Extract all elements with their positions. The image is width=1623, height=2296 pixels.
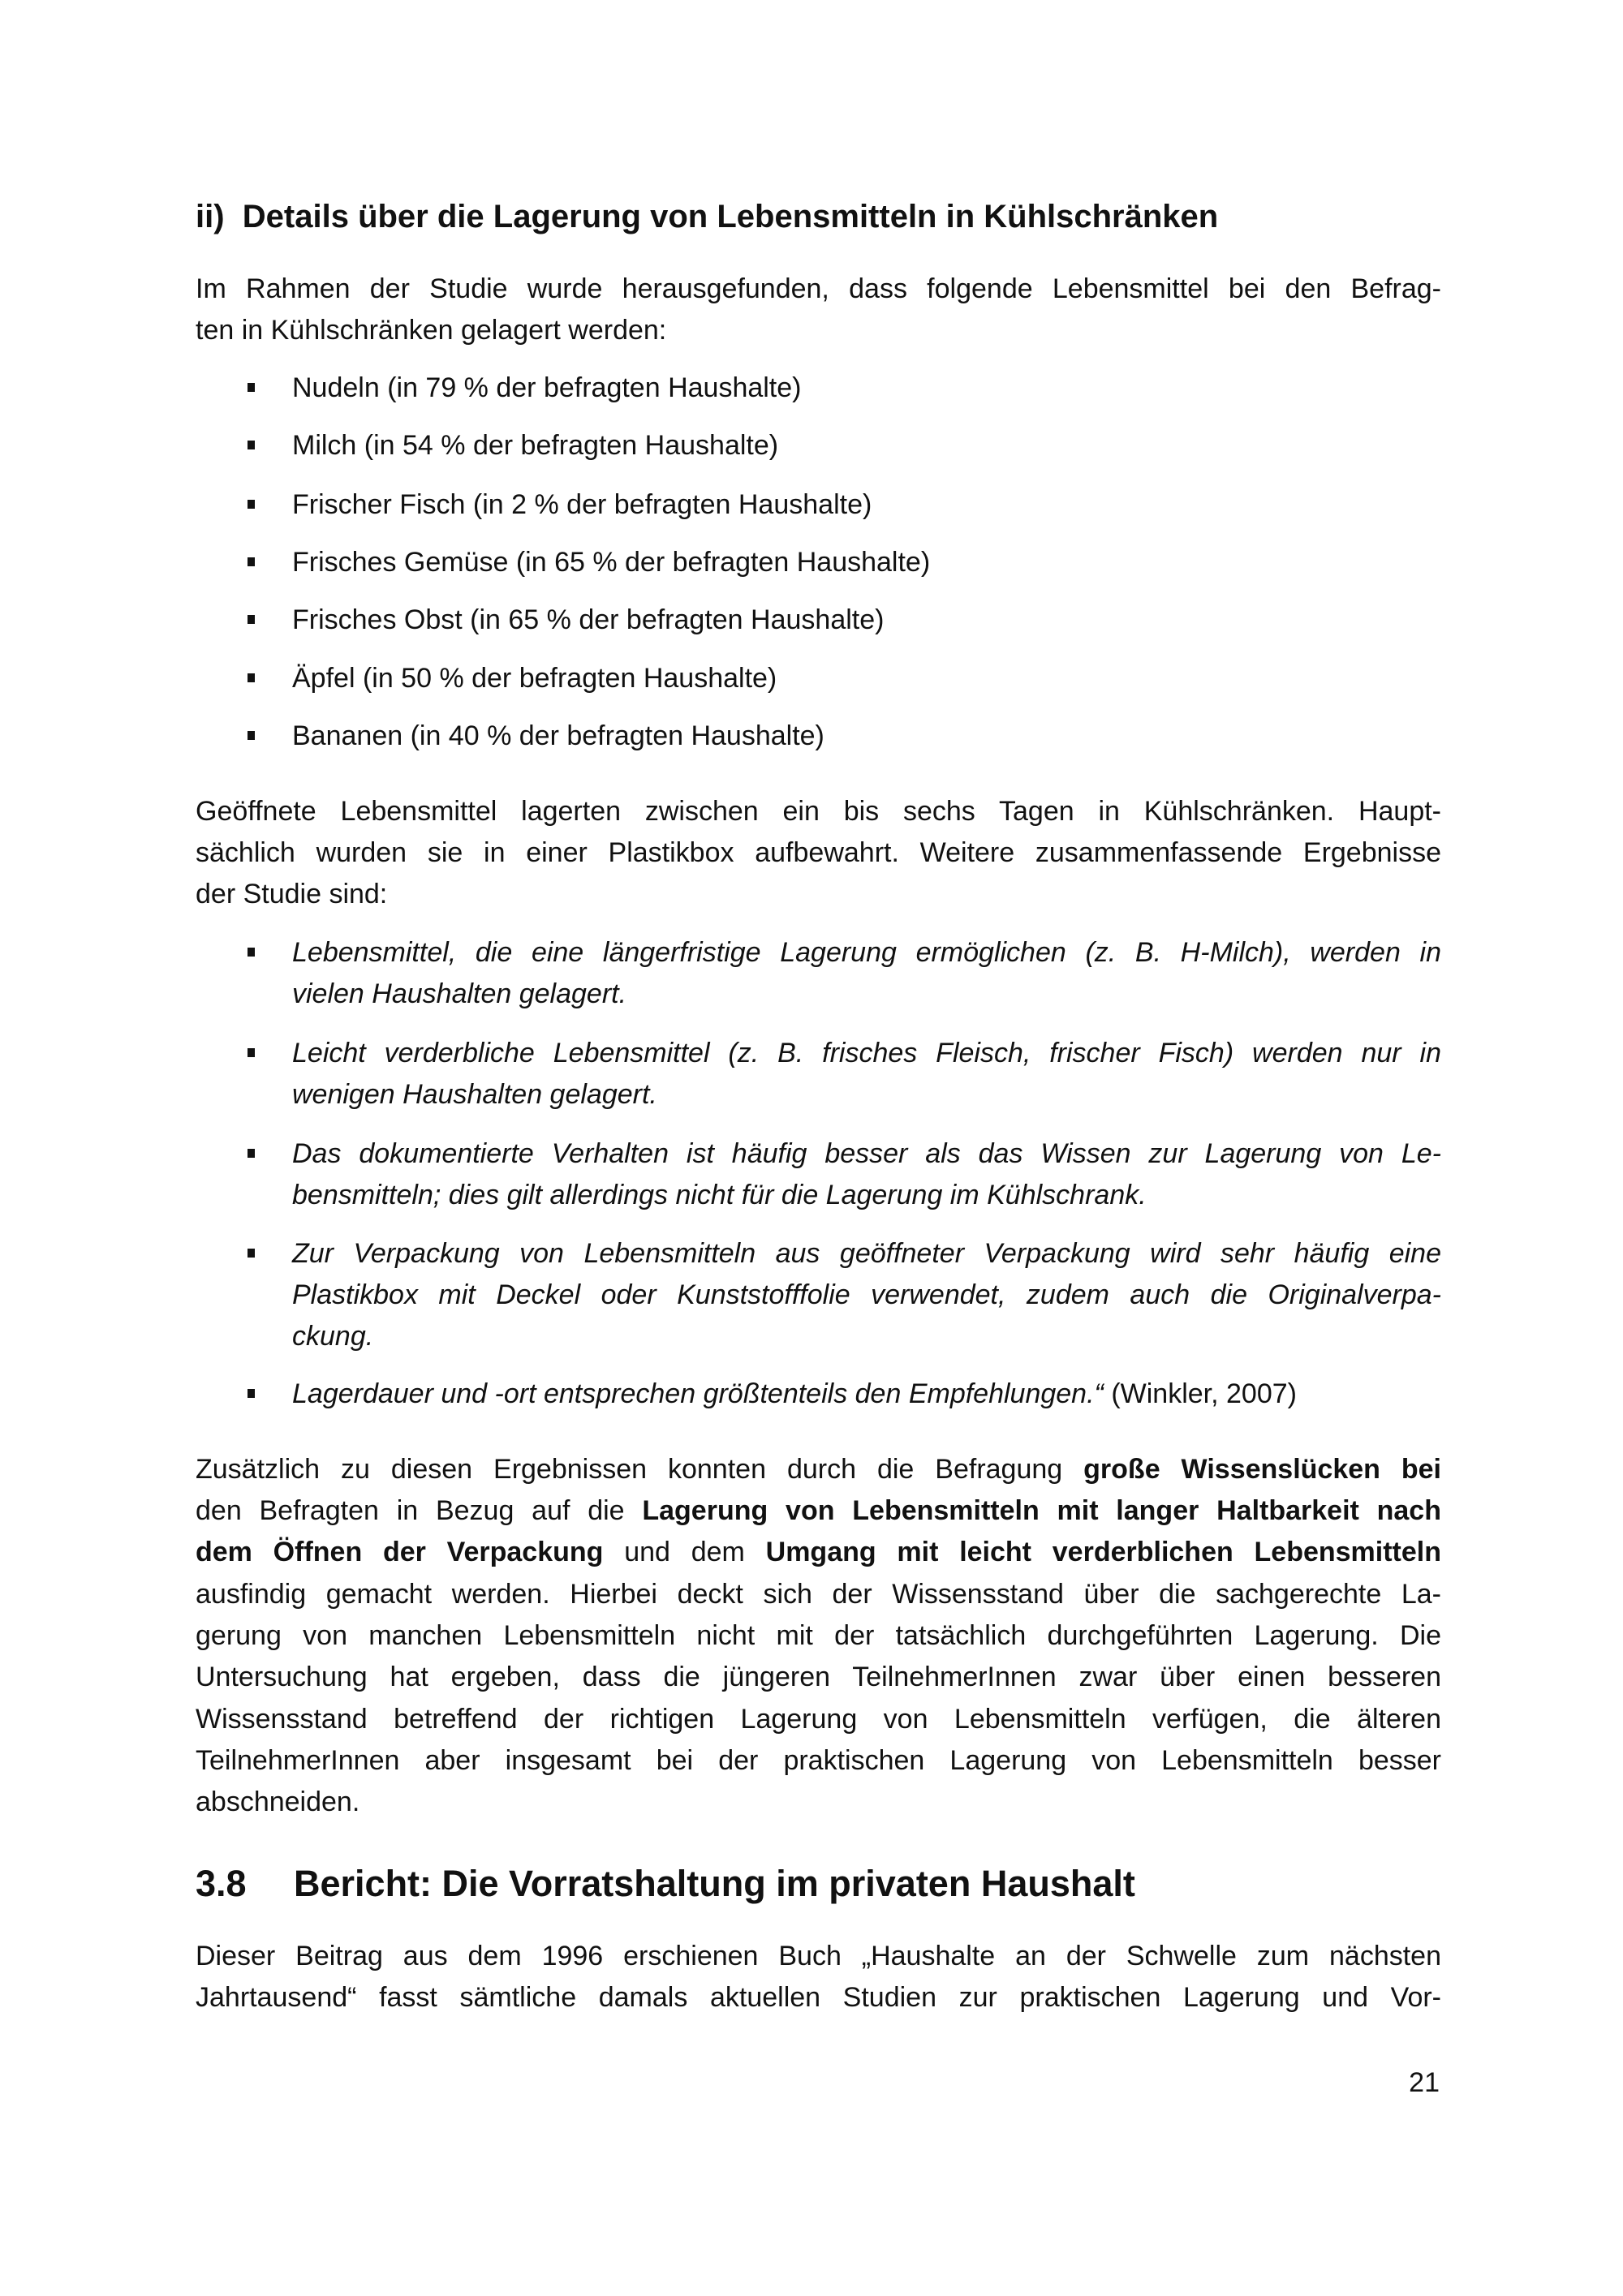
bullet-icon xyxy=(248,500,255,509)
quote-text: Lagerdauer und -ort entsprechen größtenteils den Empfehlungen.“ xyxy=(292,1378,1104,1409)
bullet-icon xyxy=(248,1149,255,1158)
section-heading xyxy=(196,197,1218,236)
page-number: 21 xyxy=(1409,2067,1440,2098)
list-item: Bananen (in 40 % der befragten Haushalte) xyxy=(292,720,824,751)
text-line: gerung von manchen Lebensmitteln nicht mit der tatsächlich durchgeführten Lagerung. Die xyxy=(196,1620,1441,1651)
bullet-icon xyxy=(248,731,255,740)
list-item-line: vielen Haushalten gelagert. xyxy=(292,978,627,1009)
text-line xyxy=(196,1453,1441,1486)
section-heading-number: ii) xyxy=(196,199,225,234)
bullet-icon xyxy=(248,441,255,449)
text-line: der Studie sind: xyxy=(196,879,388,909)
text-line: Dieser Beitrag aus dem 1996 erschienen Buch „Haushalte an der Schwelle zum nächsten xyxy=(196,1941,1441,1971)
bullet-icon xyxy=(248,557,255,566)
text-line xyxy=(196,1494,1441,1527)
list-item: Frisches Obst (in 65 % der befragten Haushalte) xyxy=(292,604,885,635)
list-item-line: Leicht verderbliche Lebensmittel (z. B. frisches Fleisch, frischer Fisch) werden nur in xyxy=(292,1038,1441,1068)
list-item-line: bensmitteln; dies gilt allerdings nicht für die Lagerung im Kühlschrank. xyxy=(292,1180,1147,1210)
bold-segment: Umgang mit leicht verderblichen Lebensmitteln xyxy=(765,1537,1441,1567)
chapter-number: 3.8 xyxy=(196,1863,247,1904)
list-item-line: Lebensmittel, die eine längerfristige Lagerung ermöglichen (z. B. H-Milch), werden in xyxy=(292,937,1441,968)
chapter-title: Bericht: Die Vorratshaltung im privaten Haushalt xyxy=(294,1863,1135,1904)
bold-segment: Lagerung von Lebensmitteln mit langer Haltbarkeit nach xyxy=(642,1495,1441,1526)
text-line: Wissensstand betreffend der richtigen Lagerung von Lebensmitteln verfügen, die älteren xyxy=(196,1704,1441,1735)
list-item-line: Das dokumentierte Verhalten ist häufig besser als das Wissen zur Lagerung von Le- xyxy=(292,1138,1441,1169)
list-item: Milch (in 54 % der befragten Haushalte) xyxy=(292,430,779,461)
text-line: Untersuchung hat ergeben, dass die jüngeren TeilnehmerInnen zwar über einen besseren xyxy=(196,1662,1441,1692)
text-line: abschneiden. xyxy=(196,1786,360,1817)
text-segment: Zusätzlich zu diesen Ergebnissen konnten durch die Befragung xyxy=(196,1454,1084,1485)
bullet-icon xyxy=(248,1389,255,1398)
list-item: Äpfel (in 50 % der befragten Haushalte) xyxy=(292,663,777,694)
list-item: Frischer Fisch (in 2 % der befragten Haushalte) xyxy=(292,489,872,520)
list-item-line: Zur Verpackung von Lebensmitteln aus geöffneter Verpackung wird sehr häufig eine xyxy=(292,1238,1441,1269)
text-line: Jahrtausend“ fasst sämtliche damals aktuellen Studien zur praktischen Lagerung und Vor- xyxy=(196,1982,1441,2013)
text-line: Im Rahmen der Studie wurde herausgefunden, dass folgende Lebensmittel bei den Befrag- xyxy=(196,273,1441,304)
text-line: Geöffnete Lebensmittel lagerten zwischen ein bis sechs Tagen in Kühlschränken. Haupt- xyxy=(196,796,1441,827)
text-line: TeilnehmerInnen aber insgesamt bei der praktischen Lagerung von Lebensmitteln besser xyxy=(196,1745,1441,1776)
bullet-icon xyxy=(248,673,255,682)
section-heading-title: Details über die Lagerung von Lebensmitteln in Kühlschränken xyxy=(242,199,1219,234)
text-line: ten in Kühlschränken gelagert werden: xyxy=(196,315,667,346)
list-item-line: wenigen Haushalten gelagert. xyxy=(292,1079,657,1110)
list-item: Nudeln (in 79 % der befragten Haushalte) xyxy=(292,372,802,403)
list-item-line xyxy=(292,1378,1441,1410)
bullet-icon xyxy=(248,615,255,624)
bold-segment: große Wissenslücken bei xyxy=(1083,1454,1441,1485)
list-item-line: Plastikbox mit Deckel oder Kunststofffolie verwendet, zudem auch die Originalverpa- xyxy=(292,1279,1441,1310)
list-item-line: ckung. xyxy=(292,1321,374,1352)
citation: (Winkler, 2007) xyxy=(1103,1378,1297,1409)
bullet-icon xyxy=(248,948,255,957)
bullet-icon xyxy=(248,1249,255,1258)
list-item: Frisches Gemüse (in 65 % der befragten Haushalte) xyxy=(292,547,931,578)
bullet-icon xyxy=(248,383,255,392)
text-line xyxy=(196,1536,1441,1568)
text-segment: und dem xyxy=(603,1537,766,1567)
text-line: sächlich wurden sie in einer Plastikbox aufbewahrt. Weitere zusammenfassende Ergebnisse xyxy=(196,837,1441,868)
text-segment: den Befragten in Bezug auf die xyxy=(196,1495,643,1526)
text-line: ausfindig gemacht werden. Hierbei deckt sich der Wissensstand über die sachgerechte La- xyxy=(196,1579,1441,1610)
bold-segment: dem Öffnen der Verpackung xyxy=(196,1537,604,1567)
bullet-icon xyxy=(248,1048,255,1057)
